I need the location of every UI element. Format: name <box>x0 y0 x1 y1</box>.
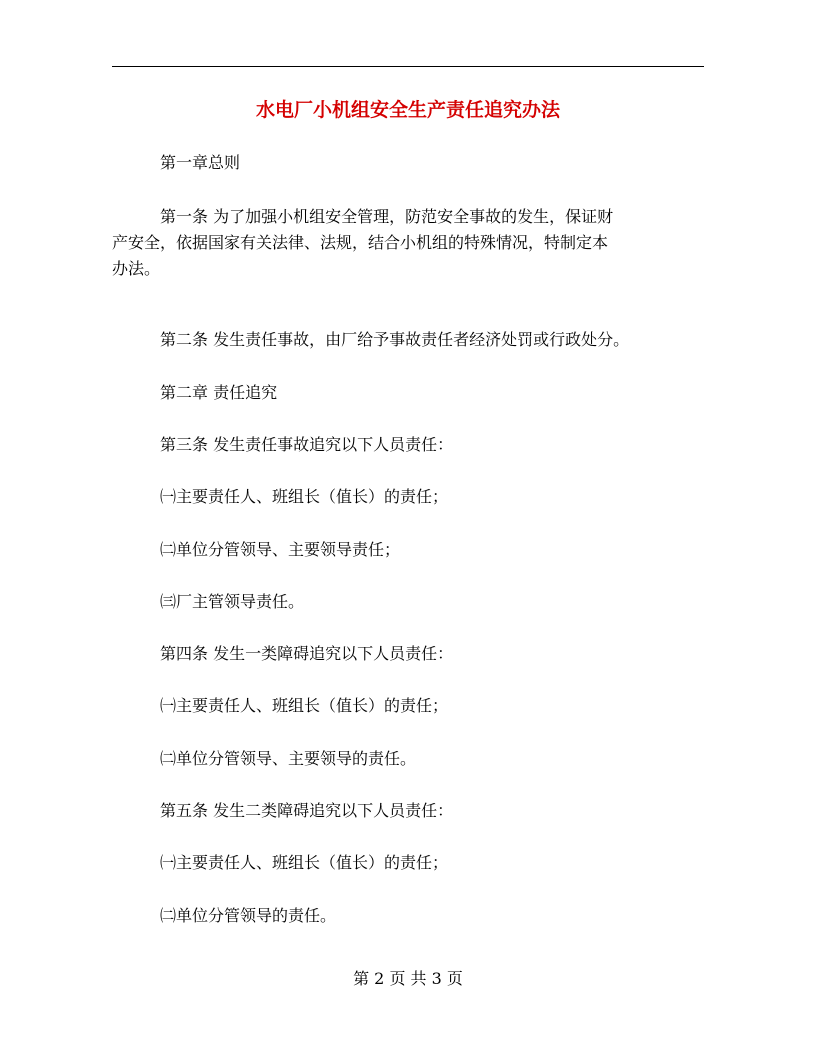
paragraph-article-4 <box>112 641 704 667</box>
paragraph-line: ㈢厂主管领导责任。 <box>160 592 305 611</box>
paragraph-chapter-2 <box>112 380 704 406</box>
paragraph-line: 第二章 责任追究 <box>160 383 278 402</box>
paragraph-line: ㈡单位分管领导、主要领导责任； <box>160 540 401 559</box>
paragraph-article-3 <box>112 432 704 458</box>
paragraph-line: 办法。 <box>112 259 161 278</box>
paragraph-line: ㈠主要责任人、班组长（值长）的责任； <box>160 696 449 715</box>
paragraph-line: 第三条 发生责任事故追究以下人员责任： <box>160 435 454 454</box>
paragraph-line: 第四条 发生一类障碍追究以下人员责任： <box>160 644 454 663</box>
paragraph-line: 产安全，依据国家有关法律、法规，结合小机组的特殊情况，特制定本 <box>112 233 609 252</box>
paragraph-item <box>112 850 704 876</box>
paragraph-item <box>112 589 704 615</box>
paragraph-line: 第一条 为了加强小机组安全管理，防范安全事故的发生，保证财 <box>160 207 614 226</box>
paragraph-line: ㈠主要责任人、班组长（值长）的责任； <box>160 487 449 506</box>
paragraph-line: ㈠主要责任人、班组长（值长）的责任； <box>160 853 449 872</box>
document-title: 水电厂小机组安全生产责任追究办法 <box>255 99 560 121</box>
paragraph-chapter-1 <box>112 150 704 176</box>
paragraph-item <box>112 903 704 929</box>
paragraph-item <box>112 746 704 772</box>
paragraph-item <box>112 693 704 719</box>
paragraph-item <box>112 537 704 563</box>
paragraph-line: 第一章总则 <box>160 153 241 172</box>
header-rule <box>112 66 704 67</box>
paragraph-article-1 <box>112 204 704 282</box>
paragraph-line: 第二条 发生责任事故，由厂给予事故责任者经济处罚或行政处分。 <box>160 330 630 349</box>
paragraph-item <box>112 484 704 510</box>
paragraph-line: 第五条 发生二类障碍追究以下人员责任： <box>160 801 454 820</box>
page-number-footer: 第 2 页 共 3 页 <box>353 969 463 988</box>
paragraph-article-5 <box>112 798 704 824</box>
paragraph-article-2 <box>112 327 704 353</box>
paragraph-line: ㈡单位分管领导的责任。 <box>160 906 337 925</box>
paragraph-line: ㈡单位分管领导、主要领导的责任。 <box>160 749 417 768</box>
